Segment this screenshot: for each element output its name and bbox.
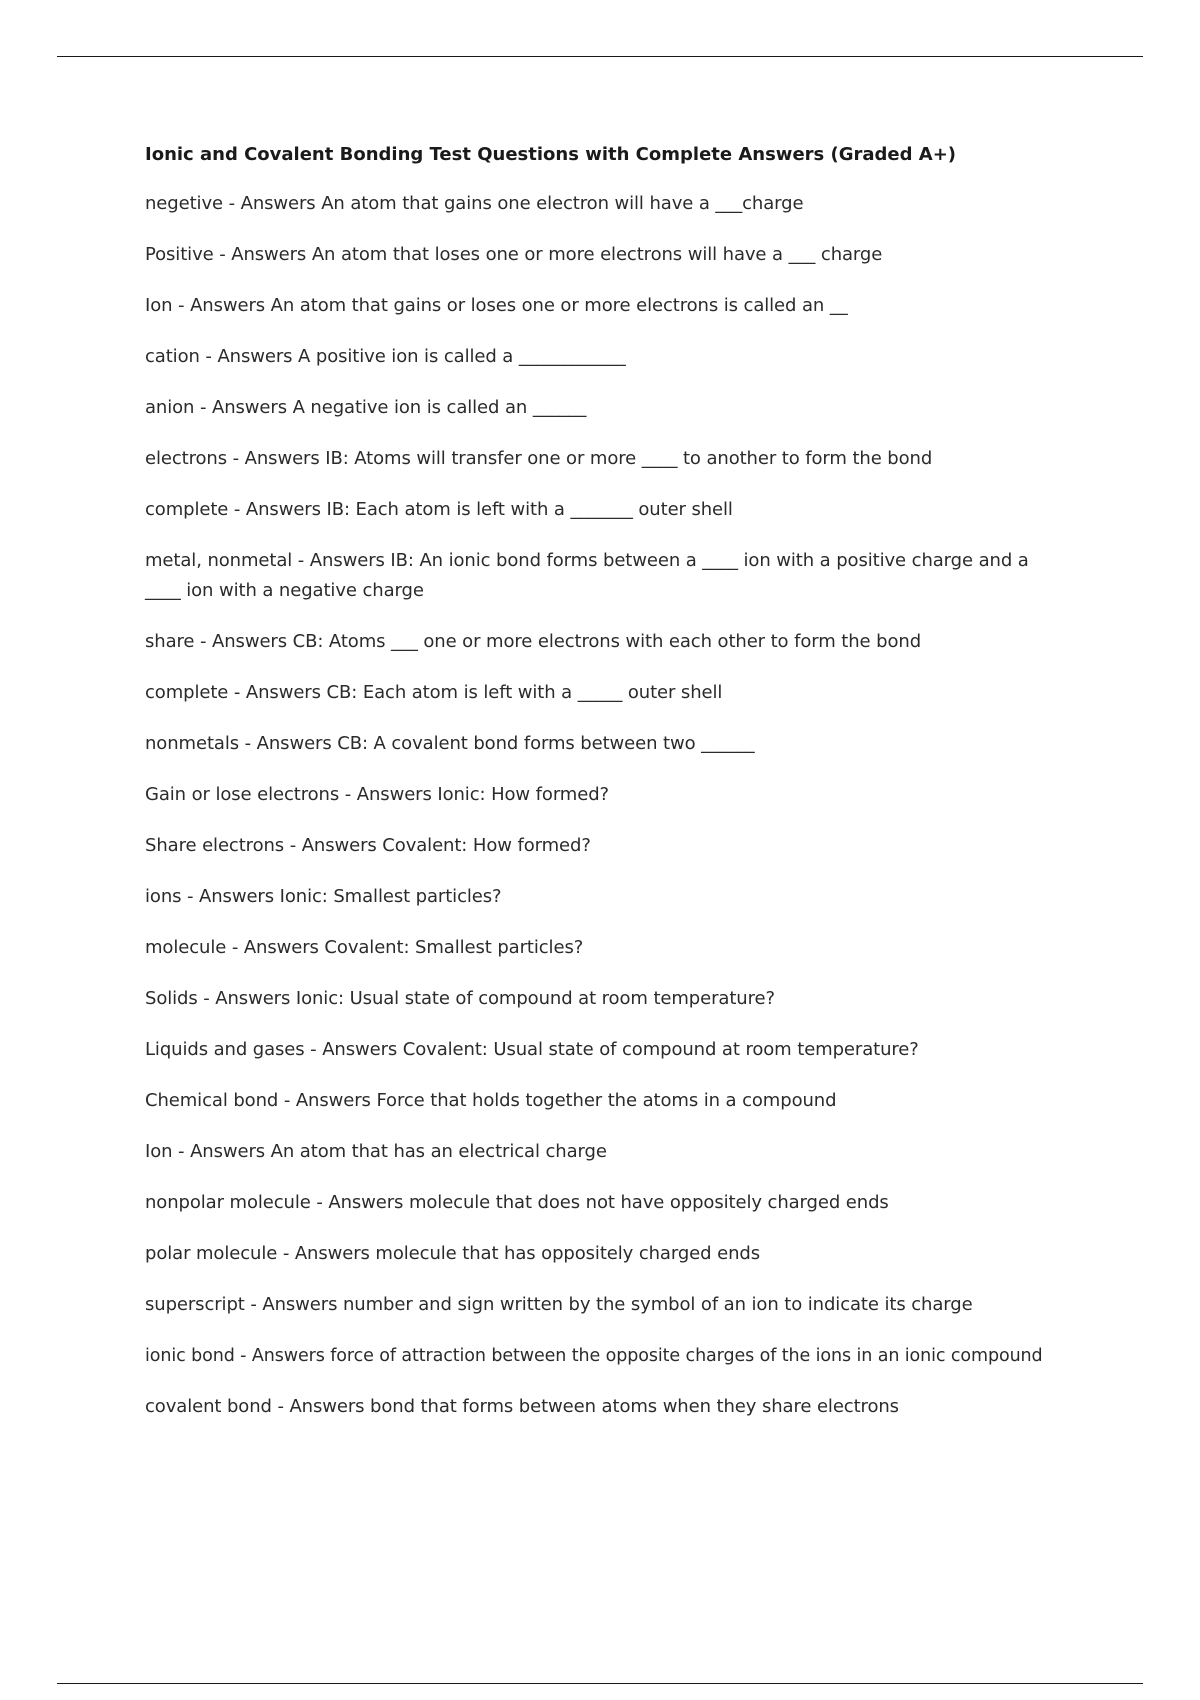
qa-item: complete - Answers IB: Each atom is left with a _______ outer shell (145, 499, 733, 520)
qa-item: Solids - Answers Ionic: Usual state of compound at room temperature? (145, 988, 775, 1009)
qa-item: Gain or lose electrons - Answers Ionic: How formed? (145, 784, 609, 805)
document-title: Ionic and Covalent Bonding Test Questions with Complete Answers (Graded A+) (145, 144, 957, 165)
qa-item: nonpolar molecule - Answers molecule that does not have oppositely charged ends (145, 1192, 889, 1213)
qa-item: Liquids and gases - Answers Covalent: Usual state of compound at room temperature? (145, 1039, 919, 1060)
qa-item: electrons - Answers IB: Atoms will transfer one or more ____ to another to form the bond (145, 448, 933, 469)
qa-item: Share electrons - Answers Covalent: How formed? (145, 835, 591, 856)
footer-rule (57, 1683, 1143, 1684)
qa-item: Chemical bond - Answers Force that holds together the atoms in a compound (145, 1090, 837, 1111)
qa-item: covalent bond - Answers bond that forms between atoms when they share electrons (145, 1396, 899, 1417)
qa-item: share - Answers CB: Atoms ___ one or more electrons with each other to form the bond (145, 631, 922, 652)
qa-item: complete - Answers CB: Each atom is left with a _____ outer shell (145, 682, 723, 703)
qa-item: ionic bond - Answers force of attraction between the opposite charges of the ions in an ionic compound (145, 1346, 1043, 1366)
qa-item: polar molecule - Answers molecule that has oppositely charged ends (145, 1243, 760, 1264)
qa-item: molecule - Answers Covalent: Smallest particles? (145, 937, 584, 958)
qa-item: superscript - Answers number and sign written by the symbol of an ion to indicate its charge (145, 1294, 973, 1315)
qa-item: ions - Answers Ionic: Smallest particles? (145, 886, 502, 907)
qa-item: Positive - Answers An atom that loses one or more electrons will have a ___ charge (145, 244, 883, 265)
document-body (145, 143, 1105, 1443)
qa-item: metal, nonmetal - Answers IB: An ionic bond forms between a ____ ion with a positive charge and a ____ ion with a negative charge (145, 550, 1029, 601)
qa-item: cation - Answers A positive ion is called a ____________ (145, 346, 626, 367)
header-rule (57, 56, 1143, 57)
qa-item: negetive - Answers An atom that gains one electron will have a ___charge (145, 193, 804, 214)
qa-item: anion - Answers A negative ion is called an ______ (145, 397, 587, 418)
qa-item: nonmetals - Answers CB: A covalent bond forms between two ______ (145, 733, 755, 754)
qa-item: Ion - Answers An atom that has an electrical charge (145, 1141, 607, 1162)
qa-item: Ion - Answers An atom that gains or loses one or more electrons is called an __ (145, 295, 848, 316)
